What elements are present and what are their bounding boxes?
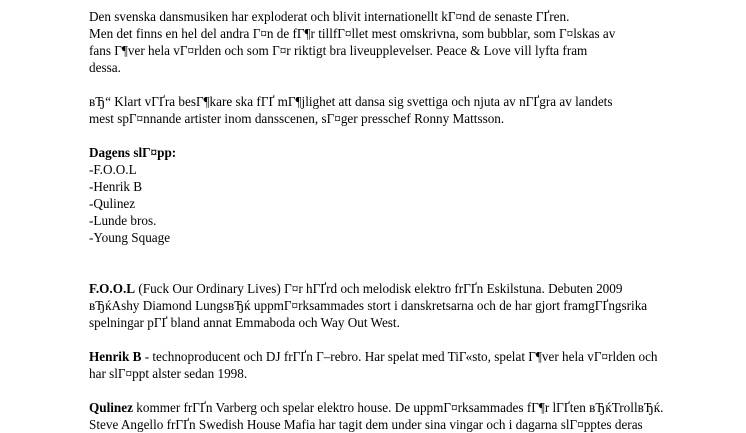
quote-line: вЂ“ Klart vГҐra besГ¶kare ska fГҐ mГ¶jlighet att dansa sig svettiga och njuta av nГҐgra av landets <box>89 94 613 109</box>
artist-text: kommer frГҐn Varberg och spelar elektro house. De uppmГ¤rksammades fГ¶r lГҐten вЂќTrollвЂќ. <box>132 400 664 415</box>
document-body <box>89 8 729 433</box>
release-item: -Lunde bros. <box>89 213 157 228</box>
artist-henrik-paragraph <box>89 348 729 382</box>
artist-name: F.O.O.L <box>89 281 136 296</box>
artist-fool-paragraph <box>89 280 729 331</box>
quote-paragraph <box>89 93 729 127</box>
artist-text: - technoproducent och DJ frГҐn Г–rebro. Har spelat med TiГ«sto, spelat Г¶ver hela vГ¤rlden och <box>141 349 658 364</box>
releases-list <box>89 161 729 246</box>
artist-text: Steve Angello frГҐn Swedish House Mafia har tagit dem under sina vingar och i dagarna slГ¤pptes deras <box>89 417 643 432</box>
releases-heading: Dagens slГ¤pp: <box>89 145 177 160</box>
intro-line: dessa. <box>89 60 121 75</box>
release-item: -Young Squage <box>89 230 171 245</box>
artist-text: вЂќAshy Diamond LungsвЂќ uppmГ¤rksammades stort i danskretsarna och de har gjort framgГҐngsrika <box>89 298 648 313</box>
spacer <box>89 246 729 280</box>
intro-line: Men det finns en hel del andra Г¤n de fГ¶r tillfГ¤llet mest omskrivna, som bubblar, som Г¤lskas av <box>89 26 616 41</box>
artist-name: Henrik B <box>89 349 142 364</box>
artist-name: Qulinez <box>89 400 133 415</box>
artist-text: spelningar pГҐ bland annat Emmaboda och Way Out West. <box>89 315 400 330</box>
intro-line: fans Г¶ver hela vГ¤rlden och som Г¤r riktigt bra liveupplevelser. Peace & Love vill lyfta fram <box>89 43 588 58</box>
release-item: -Qulinez <box>89 196 136 211</box>
intro-line: Den svenska dansmusiken har exploderat och blivit internationellt kГ¤nd de senaste ГҐren. <box>89 9 570 24</box>
intro-paragraph <box>89 8 729 76</box>
quote-line: mest spГ¤nnande artister inom dansscenen, sГ¤ger presschef Ronny Mattsson. <box>89 111 505 126</box>
artist-text: har slГ¤ppt alster sedan 1998. <box>89 366 248 381</box>
artist-qulinez-paragraph <box>89 399 729 433</box>
release-item: -Henrik B <box>89 179 143 194</box>
spacer <box>89 331 729 348</box>
spacer <box>89 382 729 399</box>
artist-text: (Fuck Our Ordinary Lives) Г¤r hГҐrd och melodisk elektro frГҐn Eskilstuna. Debuten 2009 <box>135 281 623 296</box>
spacer <box>89 127 729 144</box>
spacer <box>89 76 729 93</box>
release-item: -F.O.O.L <box>89 162 137 177</box>
